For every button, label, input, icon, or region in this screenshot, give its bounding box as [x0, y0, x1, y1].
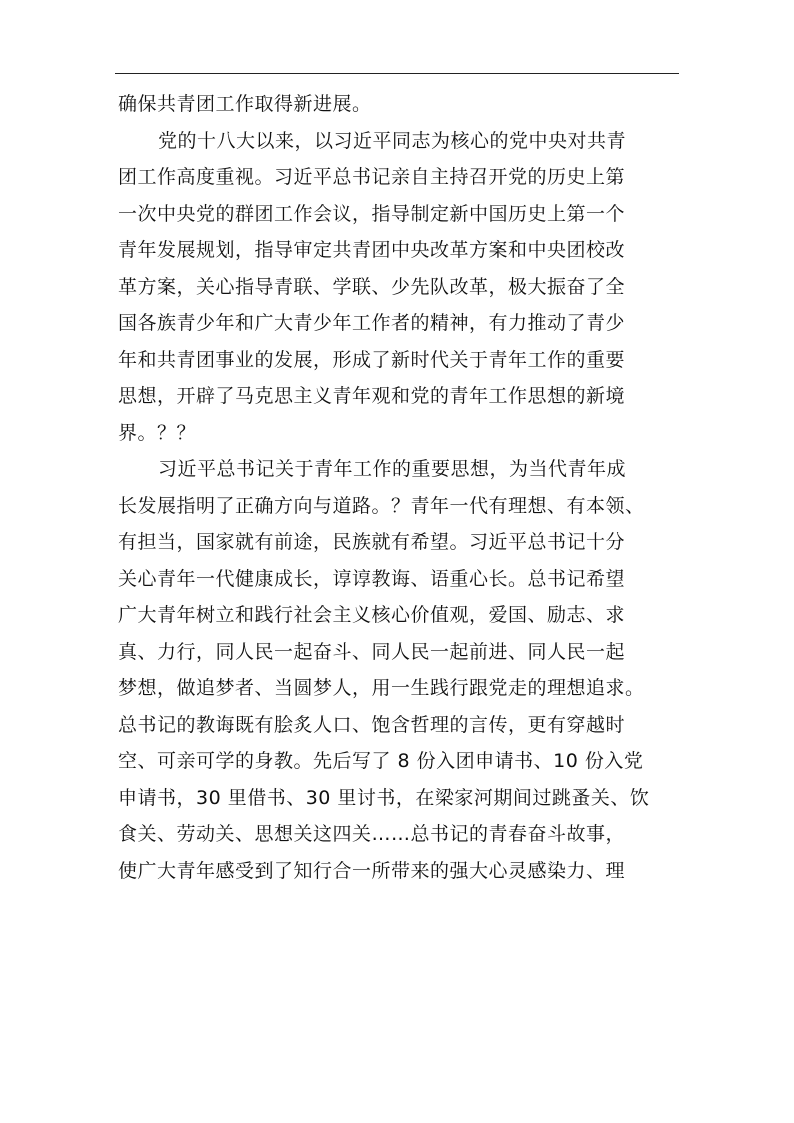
text-line: 思想，开辟了马克思主义青年观和党的青年工作思想的新境 [118, 385, 626, 407]
text-line: 革方案，关心指导青联、学联、少先队改革，极大振奋了全 [118, 275, 626, 298]
paragraph-start-line: 习近平总书记关于青年工作的重要思想，为当代青年成 [158, 458, 627, 480]
text-line: 有担当，国家就有前途，民族就有希望。习近平总书记十分 [118, 531, 626, 553]
body-text [118, 86, 666, 889]
text-line: 食关、劳动关、思想关这四关……总书记的青春奋斗故事， [118, 823, 626, 845]
text-line: 确保共青团工作取得新进展。 [118, 93, 372, 115]
text-line: 长发展指明了正确方向与道路。？青年一代有理想、有本领、 [118, 494, 645, 517]
text-line: 使广大青年感受到了知行合一所带来的强大心灵感染力、理 [118, 859, 626, 882]
text-line: 广大青年树立和践行社会主义核心价值观，爱国、励志、求 [118, 604, 626, 626]
text-line: 真、力行，同人民一起奋斗、同人民一起前进、同人民一起 [118, 640, 626, 663]
text-line: 一次中央党的群团工作会议，指导制定新中国历史上第一个 [118, 202, 626, 225]
text-line: 年和共青团事业的发展，形成了新时代关于青年工作的重要 [118, 348, 626, 371]
paragraph-start-line: 党的十八大以来，以习近平同志为核心的党中央对共青 [158, 129, 627, 152]
header-rule [115, 73, 679, 74]
text-line: 关心青年一代健康成长，谆谆教诲、语重心长。总书记希望 [118, 567, 626, 590]
text-line: 申请书，30 里借书、30 里讨书，在梁家河期间过跳蚤关、饮 [118, 786, 650, 809]
text-line: 国各族青少年和广大青少年工作者的精神，有力推动了青少 [118, 312, 626, 334]
text-line: 团工作高度重视。习近平总书记亲自主持召开党的历史上第 [118, 166, 626, 188]
text-line: 梦想，做追梦者、当圆梦人，用一生践行跟党走的理想追求。 [118, 677, 645, 699]
text-line: 空、可亲可学的身教。先后写了 8 份入团申请书、10 份入党 [118, 750, 644, 772]
text-line: 总书记的教诲既有脍炙人口、饱含哲理的言传，更有穿越时 [118, 713, 626, 736]
text-line: 青年发展规划，指导审定共青团中央改革方案和中央团校改 [118, 239, 626, 261]
text-line: 界。？？ [118, 421, 197, 444]
